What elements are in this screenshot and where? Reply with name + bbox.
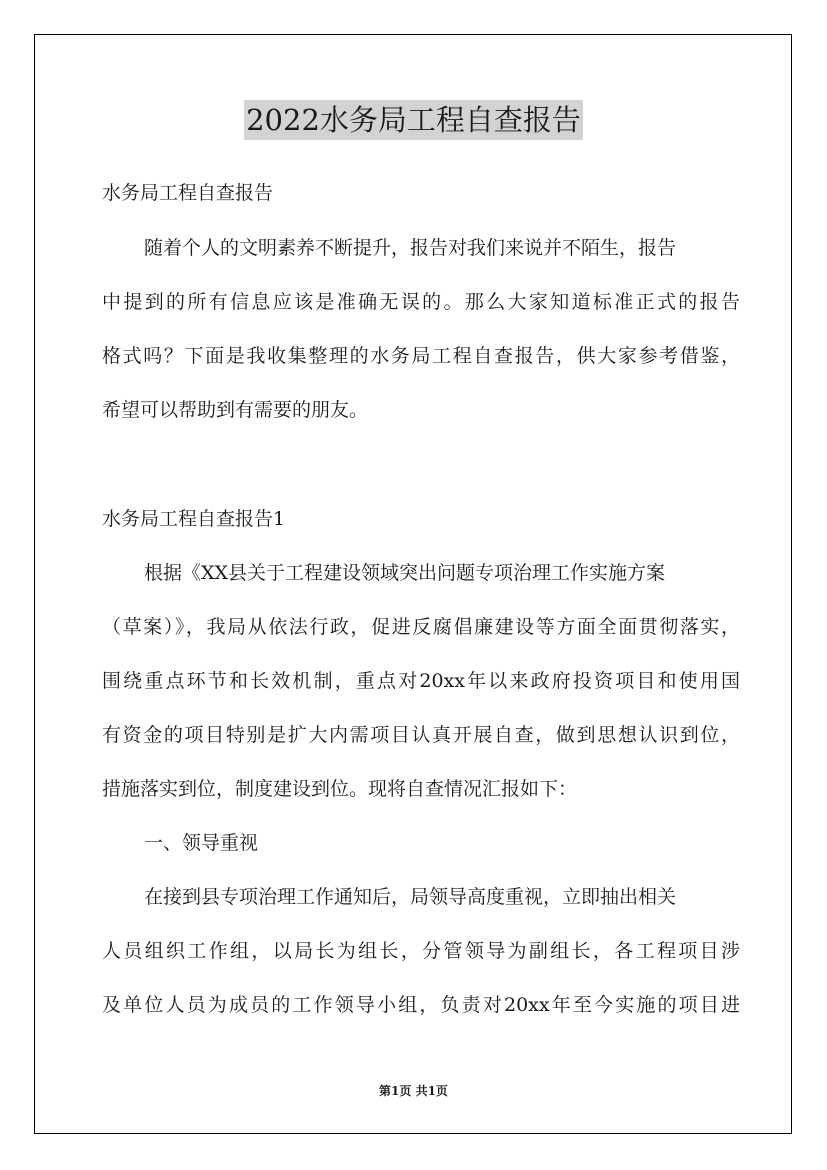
section-para2-line-1: 在接到县专项治理工作通知后，局领导高度重视，立即抽出相关 bbox=[144, 886, 677, 908]
document-title: 2022水务局工程自查报告 bbox=[244, 100, 583, 140]
section-para1-line-2: （草案）》，我局从依法行政，促进反腐倡廉建设等方面全面贯彻落实， bbox=[102, 616, 740, 638]
intro-line-2: 中提到的所有信息应该是准确无误的。那么大家知道标准正式的报告 bbox=[102, 291, 740, 313]
section-para1-line-4: 有资金的项目特别是扩大内需项目认真开展自查，做到思想认识到位， bbox=[102, 724, 740, 746]
section-para2-line-2: 人员组织工作组，以局长为组长，分管领导为副组长，各工程项目涉 bbox=[102, 940, 740, 962]
page-footer: 第1页 共1页 bbox=[379, 1084, 448, 1098]
title-container bbox=[0, 100, 827, 140]
intro-line-3: 格式吗？下面是我收集整理的水务局工程自查报告，供大家参考借鉴， bbox=[102, 345, 740, 367]
section-para1-line-5: 措施落实到位，制度建设到位。现将自查情况汇报如下： bbox=[102, 778, 578, 800]
section-para1-line-3: 围绕重点环节和长效机制，重点对20xx年以来政府投资项目和使用国 bbox=[102, 670, 740, 692]
intro-line-4: 希望可以帮助到有需要的朋友。 bbox=[102, 399, 369, 421]
section-para1-line-1: 根据《XX县关于工程建设领域突出问题专项治理工作实施方案 bbox=[144, 562, 666, 584]
section-title: 水务局工程自查报告1 bbox=[102, 508, 286, 530]
subheading: 一、领导重视 bbox=[144, 832, 259, 854]
section-para2-line-3: 及单位人员为成员的工作领导小组，负责对20xx年至今实施的项目进 bbox=[102, 994, 740, 1016]
document-heading: 水务局工程自查报告 bbox=[102, 182, 274, 204]
intro-line-1: 随着个人的文明素养不断提升，报告对我们来说并不陌生，报告 bbox=[144, 237, 677, 259]
